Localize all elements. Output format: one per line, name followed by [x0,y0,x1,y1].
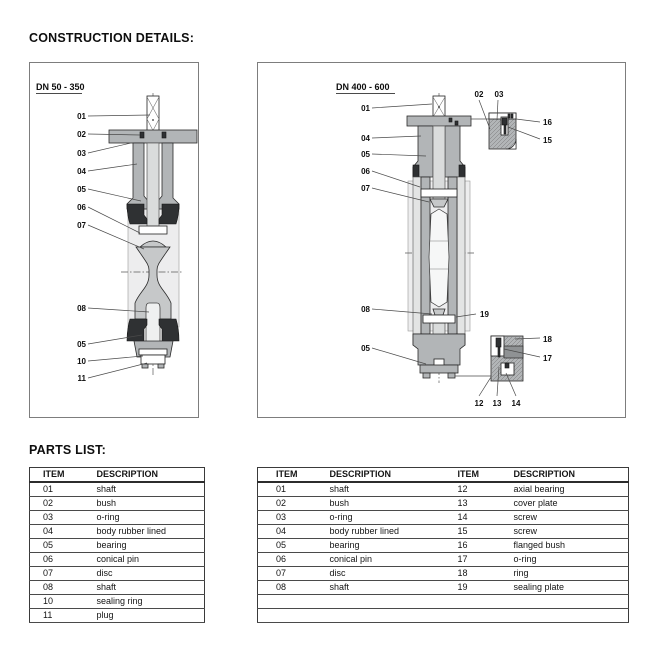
table-cell: shaft [84,482,205,497]
callout-label: 17 [543,354,552,363]
table-cell: 07 [30,567,84,581]
callout-label: 05 [77,185,86,194]
table-row [30,497,205,511]
table-row [258,497,629,511]
callout-label: 04 [77,167,86,176]
parts-table-dn400-600 [257,467,629,623]
lower-seal-left [127,319,147,341]
callout-label: 13 [492,399,502,408]
plug-foot-right [158,364,164,368]
valve-drawing-dn400-600 [258,63,625,417]
table-cell: conical pin [312,553,440,567]
top-shaft-detail-view [471,113,516,149]
oring-03-shape [455,121,458,125]
callout-label: 12 [474,399,484,408]
body-wall-right [157,143,179,209]
range-label: DN 400 - 600 [336,82,390,92]
column-header: ITEM [258,468,312,483]
callout-label: 18 [543,335,552,344]
table-cell: 05 [30,539,84,553]
table-row [30,511,205,525]
bush-02-shape [140,132,144,138]
disc-07-shape [429,209,449,307]
table-cell: flanged bush [496,539,629,553]
callout-label: 08 [361,305,370,314]
callout-label: 02 [474,90,484,99]
callout-label: 06 [77,203,86,212]
table-cell: 02 [30,497,84,511]
parts-list-title: PARTS LIST: [29,443,106,457]
table-cell: 13 [440,497,496,511]
table-cell: 04 [258,525,312,539]
plug-11-shape [141,355,165,364]
table-cell: 05 [258,539,312,553]
table-row [258,595,629,609]
callout-label: 08 [77,304,86,313]
table-header-row [258,468,629,483]
callout-label: 04 [361,134,370,143]
table-cell: 04 [30,525,84,539]
callout-label: 06 [361,167,370,176]
table-cell: bush [84,497,205,511]
callout-label: 15 [543,136,552,145]
callout-label: 07 [77,221,86,230]
table-cell [440,595,496,609]
table-cell: o-ring [312,511,440,525]
table-row [30,553,205,567]
screw-15-shape [502,118,507,125]
callout-label: 01 [361,104,370,113]
callout-label: 05 [361,150,370,159]
body-wall-left [127,143,149,209]
table-cell: 08 [30,581,84,595]
table-cell: 12 [440,482,496,497]
table-cell: 01 [30,482,84,497]
table-cell: sealing plate [496,581,629,595]
parts-table-dn50-350 [29,467,205,623]
tube-outer-left [413,177,421,334]
table-cell: 19 [440,581,496,595]
table-cell: 16 [440,539,496,553]
table-cell: o-ring [84,511,205,525]
upper-seal-right [459,165,465,177]
tube-inner-right [448,177,457,334]
table-cell: shaft [84,581,205,595]
table-row [258,511,629,525]
stem-shape [147,143,159,232]
table-cell: ring [496,567,629,581]
table-cell: o-ring [496,553,629,567]
valve-drawing-dn50-350 [30,63,198,417]
upper-seal-left [127,204,147,224]
conical-pin-06-shape [421,189,457,197]
diagram-panel-dn50-350 [29,62,199,418]
table-cell: 14 [440,511,496,525]
callout-label: 11 [77,374,86,383]
table-cell: sealing ring [84,595,205,609]
table-row [258,609,629,623]
table-cell: 06 [258,553,312,567]
table-row [30,539,205,553]
table-cell: body rubber lined [84,525,205,539]
table-cell: plug [84,609,205,623]
callout-labels [77,112,86,383]
page-title: CONSTRUCTION DETAILS: [29,31,195,45]
screw-stem [504,125,506,134]
table-cell: disc [84,567,205,581]
table-cell: conical pin [84,553,205,567]
table-cell: 06 [30,553,84,567]
table-row [258,539,629,553]
upper-seal-right [159,204,179,224]
table-cell: 08 [258,581,312,595]
upper-seal-left [413,165,419,177]
table-cell: 03 [258,511,312,525]
table-row [258,482,629,497]
tube-outer-right [457,177,465,334]
oring-03-shape [162,132,166,138]
column-header: DESCRIPTION [312,468,440,483]
screw-14-shape [496,338,501,347]
table-row [258,525,629,539]
table-row [30,525,205,539]
bush-02-shape [449,118,452,122]
callout-label: 10 [77,357,86,366]
callout-label: 19 [480,310,489,319]
callout-label: 16 [543,118,552,127]
table-cell: axial bearing [496,482,629,497]
column-header: ITEM [30,468,84,483]
table-row [30,609,205,623]
table-cell [440,609,496,623]
foot-left [423,373,430,378]
pin-mark [505,363,509,368]
callout-label: 03 [494,90,504,99]
table-cell: screw [496,525,629,539]
stem-upper [433,126,445,199]
table-cell: cover plate [496,497,629,511]
table-cell: 02 [258,497,312,511]
table-cell: 11 [30,609,84,623]
table-row [30,581,205,595]
table-cell [312,595,440,609]
table-row [258,581,629,595]
column-header: DESCRIPTION [496,468,629,483]
table-cell: bearing [84,539,205,553]
table-cell: screw [496,511,629,525]
callout-label: 01 [77,112,86,121]
table-cell: 10 [30,595,84,609]
column-header: DESCRIPTION [84,468,205,483]
table-header-row [30,468,205,483]
top-flange-shape [109,130,197,143]
table-cell [258,595,312,609]
table-cell: 07 [258,567,312,581]
table-cell: shaft [312,482,440,497]
table-row [30,482,205,497]
bottom-plate [420,365,458,373]
callout-label: 05 [77,340,86,349]
table-cell [496,595,629,609]
table-cell: 15 [440,525,496,539]
bearing-05-shape [139,226,167,234]
table-cell: body rubber lined [312,525,440,539]
table-cell: shaft [312,581,440,595]
valve-cross-section [109,93,197,377]
table-cell: 03 [30,511,84,525]
table-cell [312,609,440,623]
callout-label: 14 [511,399,521,408]
table-row [258,553,629,567]
disc-cone-bottom [433,309,445,315]
column-header: ITEM [440,468,496,483]
table-cell [258,609,312,623]
lower-seal-right [159,319,179,341]
plug-foot-left [142,364,148,368]
callout-label: 05 [361,344,370,353]
table-cell [496,609,629,623]
top-flange-shape [407,116,471,126]
screw-stem [498,347,500,357]
callout-label: 03 [77,149,86,158]
diagram-panel-dn400-600 [257,62,626,418]
oring-mark [511,114,513,118]
table-cell: bush [312,497,440,511]
table-row [30,567,205,581]
table-row [30,595,205,609]
foot-right [448,373,455,378]
callout-label: 02 [77,130,86,139]
table-cell: disc [312,567,440,581]
range-label: DN 50 - 350 [36,82,85,92]
table-row [258,567,629,581]
callout-label: 07 [361,184,370,193]
table-cell: 18 [440,567,496,581]
table-cell: 01 [258,482,312,497]
table-cell: bearing [312,539,440,553]
table-cell: 17 [440,553,496,567]
sealing-ring-10-shape [139,349,167,355]
sealing-plate-19-shape [423,315,455,323]
axial-bearing-12-area [504,346,523,358]
